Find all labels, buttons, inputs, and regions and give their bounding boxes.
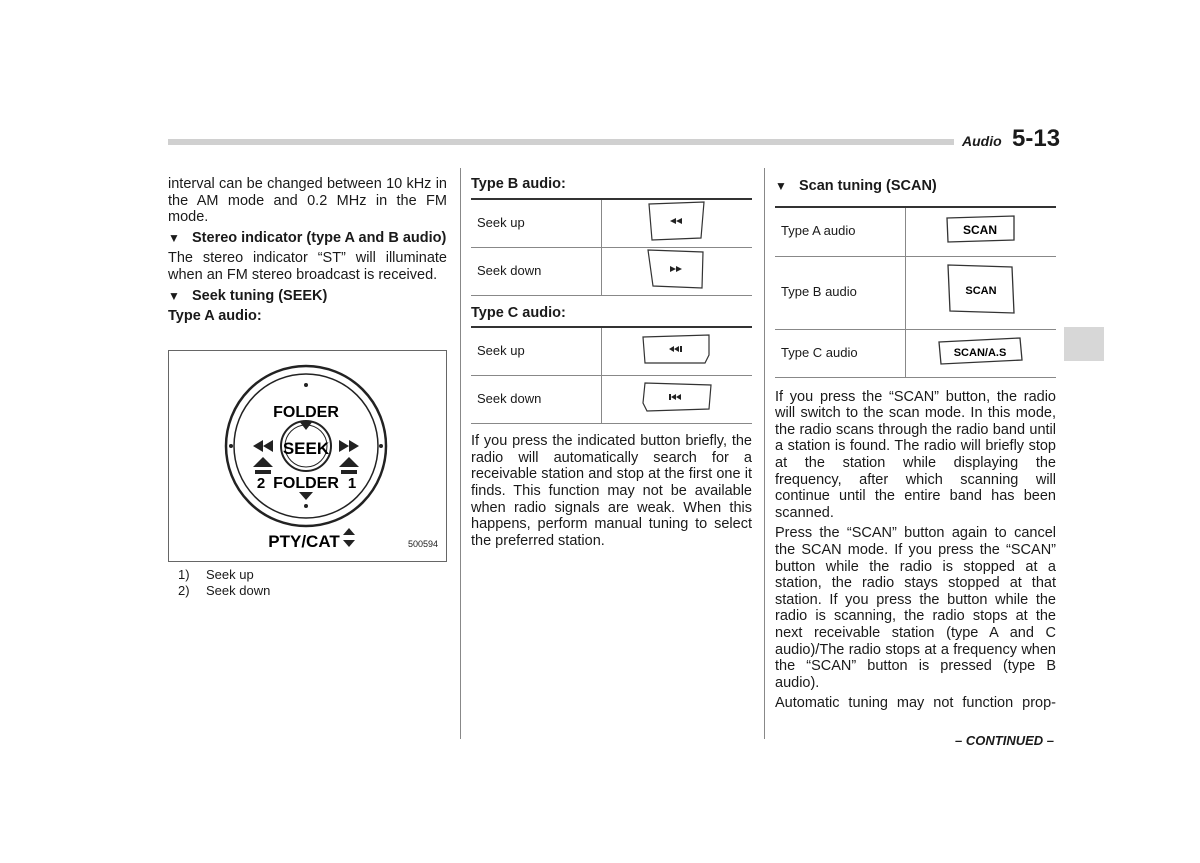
folder-top-label: FOLDER: [273, 404, 339, 421]
triangle-bullet-icon: ▼: [775, 179, 787, 193]
folder-down-arrow-icon: [299, 492, 313, 500]
table-row: [471, 199, 752, 248]
stereo-heading-text: Stereo indicator (type A and B audio): [192, 229, 447, 246]
type-a-control-figure: [168, 350, 447, 562]
row-label: Seek down: [471, 376, 602, 424]
type-c-label: Type C audio:: [471, 304, 566, 321]
scan-heading-text: Scan tuning (SCAN): [799, 178, 937, 194]
row-label: Type A audio: [775, 207, 906, 257]
scan-button-text: SCAN: [962, 223, 998, 238]
seek-label: SEEK: [282, 439, 330, 458]
column-3: [775, 178, 1056, 716]
folder-bottom-label: FOLDER: [273, 475, 339, 492]
callout-number-1: 1: [347, 475, 357, 492]
row-label: Seek down: [471, 247, 602, 295]
row-label: Seek up: [471, 327, 602, 376]
scan-button-icon: [906, 207, 1057, 257]
page-number: 5-13: [1012, 125, 1061, 152]
row-label: Type B audio: [775, 256, 906, 329]
caption-number: 1): [178, 567, 190, 582]
seek-description-paragraph: If you press the indicated button briefly, the radio will automatically search for a receivable station and stop at the first one it finds. This function may not be available when radio signals are weak. When this happens, perform manual tuning to select the preferred station.: [471, 433, 752, 549]
rewind-button-icon: [602, 247, 753, 295]
continued-label: – CONTINUED –: [955, 733, 1054, 748]
header-rule: [168, 139, 954, 145]
scan-button-table: [775, 206, 1056, 378]
seek-tuning-heading: [168, 288, 447, 305]
scan-button-icon: [906, 256, 1057, 329]
stereo-indicator-heading: [168, 230, 447, 247]
scan-paragraph-1: If you press the “SCAN” button, the radio will switch to the scan mode. In this mode, the radio scans through the radio band until a station is found. The radio will briefly stop at the station while displaying the frequency, after which scanning will continue until the entire band has been scanned.: [775, 388, 1056, 521]
seek-down-arrows-icon: [253, 440, 273, 452]
table-row: [471, 327, 752, 376]
scan-tuning-heading: [775, 178, 1056, 195]
scan-as-button-icon: [906, 329, 1057, 377]
callout-arrow-1-icon: [339, 457, 359, 474]
section-title: Audio: [962, 133, 1002, 149]
table-row: [471, 247, 752, 295]
scan-paragraph-3: Automatic tuning may not function prop-: [775, 695, 1056, 712]
skip-previous-button-icon: [602, 376, 753, 424]
caption-number: 2): [178, 583, 190, 598]
intro-paragraph: interval can be changed between 10 kHz in the AM mode and 0.2 MHz in the FM mode.: [168, 176, 447, 226]
callout-number-2: 2: [256, 475, 266, 492]
chapter-thumb-tab: [1064, 327, 1104, 361]
table-row: [471, 376, 752, 424]
column-divider: [764, 168, 765, 739]
column-2: [471, 176, 752, 553]
table-row: [775, 207, 1056, 257]
table-row: [775, 256, 1056, 329]
seek-up-arrows-icon: [339, 440, 359, 452]
skip-next-button-icon: [602, 327, 753, 376]
scan-button-text: SCAN/A.S: [953, 346, 1007, 359]
row-label: Type C audio: [775, 329, 906, 377]
seek-dial-illustration: [169, 351, 446, 561]
figure-code: 500594: [407, 539, 438, 549]
type-b-table: [471, 198, 752, 296]
caption-text: Seek up: [206, 567, 254, 582]
triangle-bullet-icon: ▼: [168, 288, 180, 303]
caption-1: [178, 567, 254, 582]
type-c-table: [471, 326, 752, 424]
caption-2: [178, 583, 270, 598]
stereo-paragraph: The stereo indicator “ST” will illuminate when an FM stereo broadcast is received.: [168, 250, 447, 283]
callout-arrow-2-icon: [253, 457, 273, 474]
type-b-label: Type B audio:: [471, 176, 566, 192]
column-divider: [460, 168, 461, 739]
scan-paragraph-2: Press the “SCAN” button again to cancel the SCAN mode. If you press the “SCAN” button while the radio is stopped at a station, the radio stays stopped at that station. If you press the button while the radio is scanning, the radio stops at the next receivable station (type A and C audio)/The radio stops at a frequency when the “SCAN” button is pressed (type B audio).: [775, 525, 1056, 691]
table-row: [775, 329, 1056, 377]
column-1: [168, 176, 447, 330]
row-label: Seek up: [471, 199, 602, 248]
scan-button-text: SCAN: [965, 285, 997, 298]
triangle-bullet-icon: ▼: [168, 230, 180, 245]
type-a-label: Type A audio:: [168, 308, 262, 325]
fast-forward-button-icon: [602, 199, 753, 248]
seek-heading-text: Seek tuning (SEEK): [192, 287, 328, 304]
caption-text: Seek down: [206, 583, 271, 598]
pty-cat-label: PTY/CAT: [268, 532, 340, 551]
up-down-arrow-icon: [343, 528, 355, 547]
